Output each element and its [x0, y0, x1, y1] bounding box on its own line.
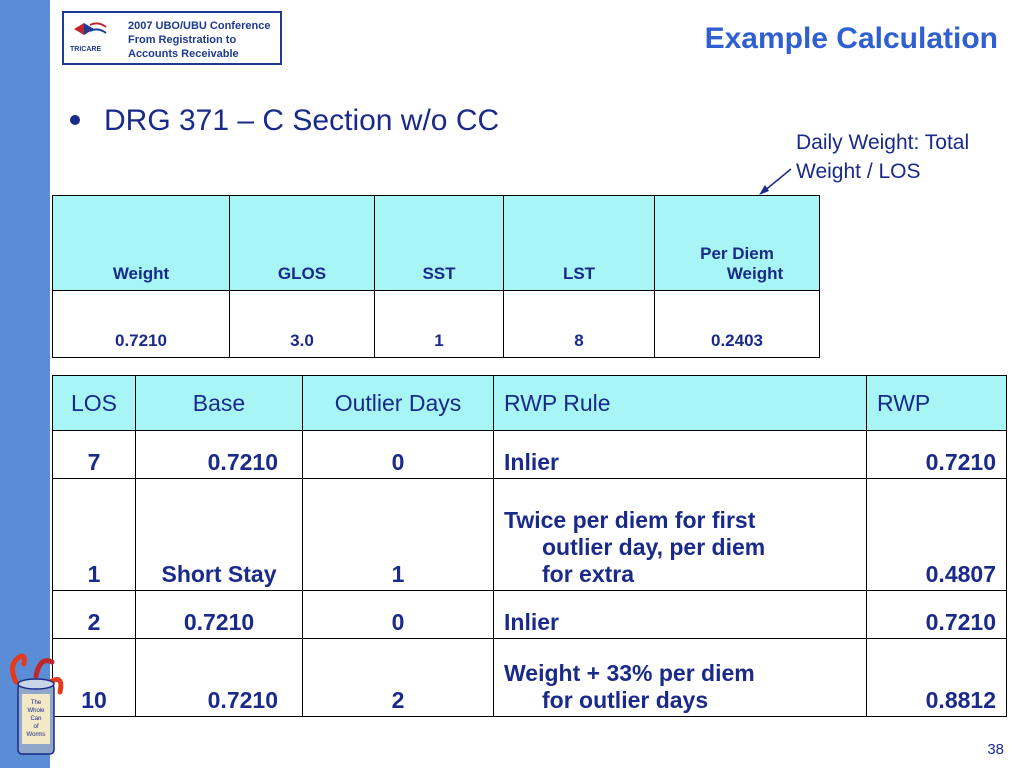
row-rwp-rule [494, 479, 867, 591]
row-outlier-days: 0 [303, 591, 494, 639]
mascot-text-4: of [33, 724, 39, 730]
rwp-table-header-row [53, 376, 1007, 431]
header-lst: LST [504, 196, 655, 291]
row-los: 7 [53, 431, 136, 479]
header-los: LOS [53, 376, 136, 431]
header-per-diem-line2: Weight [726, 264, 784, 283]
bullet-text: DRG 371 – C Section w/o CC [104, 104, 500, 137]
conference-logo [62, 11, 282, 65]
header-per-diem-weight [655, 196, 820, 291]
header-base: Base [136, 376, 303, 431]
pointer-arrow-icon [755, 165, 795, 197]
weight-table-value-row [53, 291, 820, 358]
mascot-text-2: Whole [27, 708, 45, 714]
logo-line-3: Accounts Receivable [128, 48, 239, 60]
row-rwp-rule: Inlier [494, 591, 867, 639]
value-lst: 8 [504, 291, 655, 358]
row-rwp-rule: Inlier [494, 431, 867, 479]
table-row [53, 591, 1007, 639]
rule-line-1: Weight + 33% per diem [504, 660, 755, 686]
header-rwp: RWP [867, 376, 1007, 431]
bullet-dot-icon [70, 115, 80, 125]
mascot-text-5: Worms [26, 732, 46, 738]
value-weight: 0.7210 [53, 291, 230, 358]
rule-line-3: for extra [542, 561, 635, 587]
logo-line-2: From Registration to [128, 34, 237, 46]
worms-can-mascot-icon [6, 652, 66, 762]
page-number: 38 [987, 741, 1004, 758]
row-rwp: 0.8812 [867, 639, 1007, 717]
rule-line-2: outlier day, per diem [542, 534, 766, 560]
bullet-item [70, 104, 499, 138]
logo-word: TRICARE [70, 46, 102, 53]
row-base: 0.7210 [136, 591, 303, 639]
header-per-diem-line1: Per Diem [700, 244, 774, 263]
header-rwp-rule: RWP Rule [494, 376, 867, 431]
rwp-table [52, 375, 1007, 717]
row-outlier-days: 0 [303, 431, 494, 479]
row-outlier-days: 1 [303, 479, 494, 591]
slide-title: Example Calculation [704, 22, 998, 55]
value-glos: 3.0 [230, 291, 375, 358]
daily-weight-note [796, 128, 1021, 186]
note-line-1: Daily Weight: Total [796, 131, 970, 154]
rule-line-2: for outlier days [542, 687, 709, 713]
logo-line-1: 2007 UBO/UBU Conference [128, 20, 271, 32]
header-outlier-days: Outlier Days [303, 376, 494, 431]
weight-table [52, 195, 820, 358]
row-rwp: 0.7210 [867, 591, 1007, 639]
table-row [53, 479, 1007, 591]
mascot-text-1: The [30, 700, 42, 706]
row-rwp-rule [494, 639, 867, 717]
row-rwp: 0.7210 [867, 431, 1007, 479]
rule-line-1: Twice per diem for first [504, 507, 756, 533]
table-row [53, 639, 1007, 717]
note-line-2: Weight / LOS [796, 160, 921, 183]
table-row [53, 431, 1007, 479]
logo-text [128, 19, 270, 61]
weight-table-header-row [53, 196, 820, 291]
row-base: 0.7210 [136, 431, 303, 479]
row-rwp: 0.4807 [867, 479, 1007, 591]
row-outlier-days: 2 [303, 639, 494, 717]
row-los: 10 [53, 639, 136, 717]
value-per-diem-weight: 0.2403 [655, 291, 820, 358]
row-base: 0.7210 [136, 639, 303, 717]
header-weight: Weight [53, 196, 230, 291]
header-glos: GLOS [230, 196, 375, 291]
value-sst: 1 [375, 291, 504, 358]
mascot-text-3: Can [30, 716, 42, 722]
row-los: 2 [53, 591, 136, 639]
row-base: Short Stay [136, 479, 303, 591]
row-los: 1 [53, 479, 136, 591]
tricare-logo-icon [70, 19, 118, 59]
header-sst: SST [375, 196, 504, 291]
